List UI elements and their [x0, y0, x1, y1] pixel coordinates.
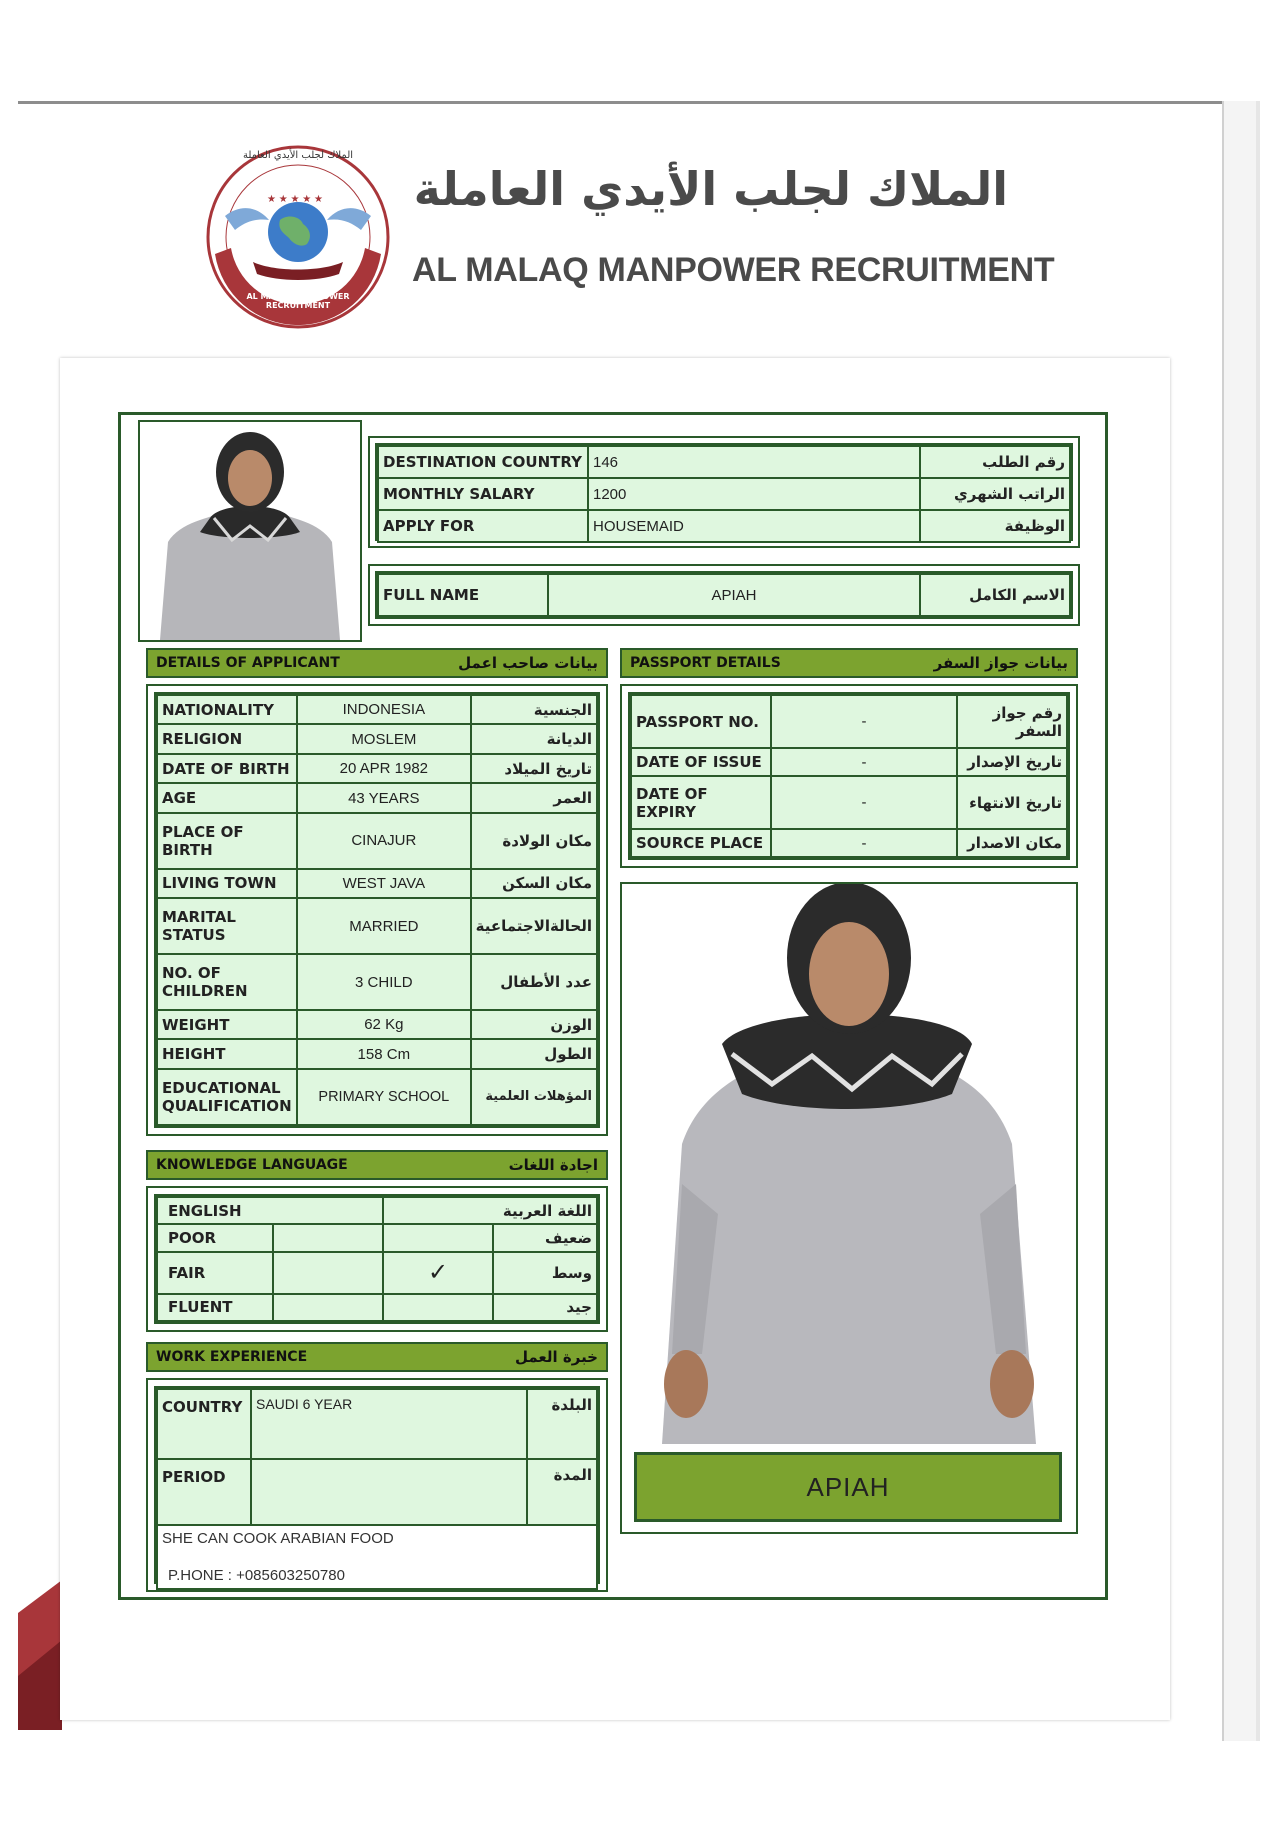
source-place-label: SOURCE PLACE	[631, 829, 771, 857]
passport-details-box	[620, 684, 1078, 868]
fair-arabic-checkmark-icon: ✓	[383, 1252, 493, 1294]
table-row	[157, 754, 597, 783]
table-row	[157, 724, 597, 753]
table-row	[157, 1459, 597, 1525]
height-value: 158 Cm	[297, 1039, 471, 1068]
apply-for-label: APPLY FOR	[378, 510, 588, 542]
work-experience-box	[146, 1378, 608, 1592]
photo-name-caption: APIAH	[634, 1452, 1062, 1522]
age-label: AGE	[157, 783, 297, 812]
period-value	[251, 1459, 527, 1525]
applicant-details-box	[146, 684, 608, 1136]
children-value: 3 CHILD	[297, 954, 471, 1010]
applicant-details-title-ar: بيانات صاحب اعمل	[458, 654, 598, 672]
table-row	[157, 1294, 597, 1321]
applicant-photo-large	[620, 882, 1078, 1534]
work-experience-title: WORK EXPERIENCE	[156, 1349, 308, 1365]
religion-label-ar: الديانة	[471, 724, 597, 753]
living-town-value: WEST JAVA	[297, 869, 471, 898]
table-row	[157, 1197, 597, 1224]
destination-country-label-ar: رقم الطلب	[920, 446, 1070, 478]
apply-for-label-ar: الوظيفة	[920, 510, 1070, 542]
destination-country-label: DESTINATION COUNTRY	[378, 446, 588, 478]
passport-details-title: PASSPORT DETAILS	[630, 655, 781, 671]
page-right-edge-shadow	[1256, 101, 1260, 1741]
fluent-label: FLUENT	[157, 1294, 273, 1321]
date-of-issue-label: DATE OF ISSUE	[631, 748, 771, 776]
place-of-birth-value: CINAJUR	[297, 813, 471, 869]
fair-label-ar: وسط	[493, 1252, 597, 1294]
source-place-label-ar: مكان الاصدار	[957, 829, 1067, 857]
table-row	[157, 813, 597, 869]
logo-english-text: AL MALAQ MANPOWER RECRUITMENT	[246, 292, 350, 310]
job-details-box	[368, 436, 1080, 548]
monthly-salary-label-ar: الراتب الشهري	[920, 478, 1070, 510]
remark-text: SHE CAN COOK ARABIAN FOOD	[162, 1530, 394, 1547]
date-of-birth-label: DATE OF BIRTH	[157, 754, 297, 783]
place-of-birth-label-ar: مكان الولادة	[471, 813, 597, 869]
table-row	[631, 748, 1067, 776]
work-experience-title-ar: خبرة العمل	[514, 1348, 598, 1366]
poor-arabic-cell	[383, 1224, 493, 1251]
country-label-ar: البلدة	[527, 1389, 597, 1459]
table-row	[157, 783, 597, 812]
full-name-value: APIAH	[548, 574, 920, 616]
date-of-expiry-label-ar: تاريخ الانتهاء	[957, 776, 1067, 829]
full-name-label: FULL NAME	[378, 574, 548, 616]
full-name-table	[377, 573, 1071, 617]
weight-label-ar: الوزن	[471, 1010, 597, 1039]
monthly-salary-label: MONTHLY SALARY	[378, 478, 588, 510]
date-of-expiry-label: DATE OF EXPIRY	[631, 776, 771, 829]
person-photo-icon	[140, 422, 360, 640]
table-row	[157, 695, 597, 724]
language-title-ar: اجادة اللغات	[508, 1156, 598, 1174]
page-right-edge	[1222, 101, 1258, 1741]
table-row	[631, 695, 1067, 748]
fluent-english-cell	[273, 1294, 383, 1321]
nationality-label: NATIONALITY	[157, 695, 297, 724]
table-row	[157, 1252, 597, 1294]
nationality-value: INDONESIA	[297, 695, 471, 724]
table-row	[378, 478, 1070, 510]
logo-arabic-text: الملاك لجلب الأيدي العاملة	[242, 150, 354, 161]
language-header	[146, 1150, 608, 1180]
language-table	[156, 1196, 598, 1322]
poor-english-cell	[273, 1224, 383, 1251]
language-box	[146, 1186, 608, 1332]
arabic-label: اللغة العربية	[383, 1197, 597, 1224]
svg-text:★ ★ ★ ★ ★: ★ ★ ★ ★ ★	[267, 194, 323, 205]
age-label-ar: العمر	[471, 783, 597, 812]
table-row	[157, 898, 597, 954]
marital-status-label-ar: الحالةالاجتماعية	[471, 898, 597, 954]
monthly-salary-value: 1200	[588, 478, 920, 510]
source-place-value: -	[771, 829, 957, 857]
education-label-ar: المؤهلات العلمية	[471, 1069, 597, 1125]
company-name-english: AL MALAQ MANPOWER RECRUITMENT	[412, 251, 1055, 289]
applicant-details-header	[146, 648, 608, 678]
work-experience-header	[146, 1342, 608, 1372]
height-label-ar: الطول	[471, 1039, 597, 1068]
weight-label: WEIGHT	[157, 1010, 297, 1039]
passport-no-label-ar: رقم جواز السفر	[957, 695, 1067, 748]
poor-label: POOR	[157, 1224, 273, 1251]
education-label: EDUCATIONAL QUALIFICATION	[157, 1069, 297, 1125]
period-label: PERIOD	[157, 1459, 251, 1525]
table-row	[157, 1224, 597, 1251]
weight-value: 62 Kg	[297, 1010, 471, 1039]
passport-details-table	[630, 694, 1068, 858]
country-label: COUNTRY	[157, 1389, 251, 1459]
age-value: 43 YEARS	[297, 783, 471, 812]
remarks-cell	[157, 1525, 597, 1589]
poor-label-ar: ضعيف	[493, 1224, 597, 1251]
height-label: HEIGHT	[157, 1039, 297, 1068]
full-name-label-ar: الاسم الكامل	[920, 574, 1070, 616]
job-details-table	[377, 445, 1071, 543]
religion-label: RELIGION	[157, 724, 297, 753]
table-row	[631, 776, 1067, 829]
page-top-rule	[18, 101, 1254, 104]
work-experience-table	[156, 1388, 598, 1590]
phone-text: P.HONE : +085603250780	[168, 1567, 345, 1584]
apply-for-value: HOUSEMAID	[588, 510, 920, 542]
table-row	[157, 1039, 597, 1068]
marital-status-value: MARRIED	[297, 898, 471, 954]
passport-details-header	[620, 648, 1078, 678]
destination-country-value: 146	[588, 446, 920, 478]
children-label-ar: عدد الأطفال	[471, 954, 597, 1010]
applicant-details-title: DETAILS OF APPLICANT	[156, 655, 340, 671]
table-row	[157, 1069, 597, 1125]
table-row	[631, 829, 1067, 857]
date-of-birth-label-ar: تاريخ الميلاد	[471, 754, 597, 783]
table-row	[378, 510, 1070, 542]
passport-no-label: PASSPORT NO.	[631, 695, 771, 748]
date-of-issue-label-ar: تاريخ الإصدار	[957, 748, 1067, 776]
date-of-expiry-value: -	[771, 776, 957, 829]
applicant-details-table	[156, 694, 598, 1126]
table-row	[157, 954, 597, 1010]
living-town-label: LIVING TOWN	[157, 869, 297, 898]
passport-details-title-ar: بيانات جواز السفر	[933, 654, 1068, 672]
table-row	[157, 1010, 597, 1039]
fluent-label-ar: جيد	[493, 1294, 597, 1321]
table-row	[157, 1389, 597, 1459]
nationality-label-ar: الجنسية	[471, 695, 597, 724]
fluent-arabic-cell	[383, 1294, 493, 1321]
applicant-photo-small	[138, 420, 362, 642]
date-of-issue-value: -	[771, 748, 957, 776]
children-label: NO. OF CHILDREN	[157, 954, 297, 1010]
living-town-label-ar: مكان السكن	[471, 869, 597, 898]
place-of-birth-label: PLACE OF BIRTH	[157, 813, 297, 869]
table-row	[157, 1525, 597, 1589]
passport-no-value: -	[771, 695, 957, 748]
date-of-birth-value: 20 APR 1982	[297, 754, 471, 783]
language-title: KNOWLEDGE LANGUAGE	[156, 1157, 348, 1173]
table-row	[157, 869, 597, 898]
full-name-box	[368, 564, 1080, 626]
marital-status-label: MARITAL STATUS	[157, 898, 297, 954]
religion-value: MOSLEM	[297, 724, 471, 753]
company-name-arabic: الملاك لجلب الأيدي العاملة	[413, 162, 1008, 216]
table-row	[378, 574, 1070, 616]
english-label: ENGLISH	[157, 1197, 383, 1224]
period-label-ar: المدة	[527, 1459, 597, 1525]
country-value: SAUDI 6 YEAR	[251, 1389, 527, 1459]
person-full-photo-icon	[622, 884, 1076, 1444]
fair-english-cell	[273, 1252, 383, 1294]
table-row	[378, 446, 1070, 478]
fair-label: FAIR	[157, 1252, 273, 1294]
education-value: PRIMARY SCHOOL	[297, 1069, 471, 1125]
